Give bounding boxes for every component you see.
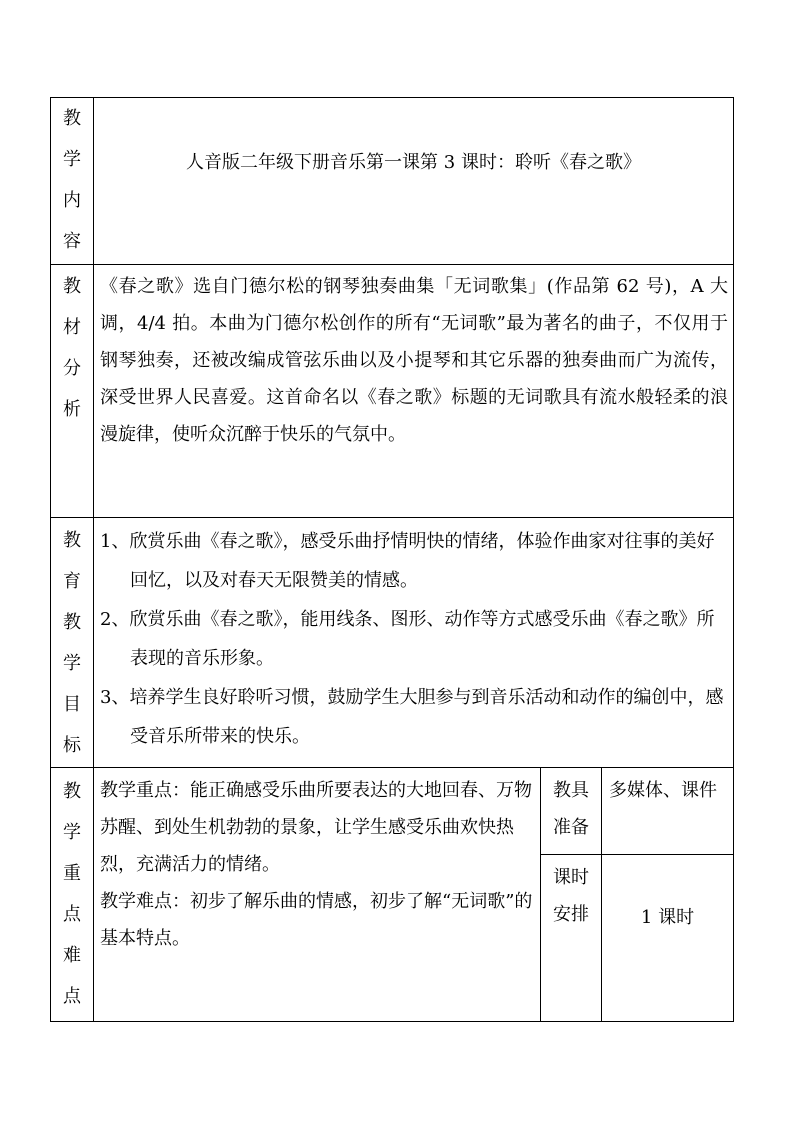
- tools-label: 教具 准备: [553, 780, 589, 838]
- time-value: 1 课时: [640, 907, 695, 928]
- goal-item: 2、欣赏乐曲《春之歌》，能用线条、图形、动作等方式感受乐曲《春之歌》所表现的音乐形象。: [100, 609, 715, 669]
- difficulty-text: 教学难点：初步了解乐曲的情感，初步了解“无词歌”的基本特点。: [100, 891, 533, 949]
- analysis-text: 《春之歌》选自门德尔松的钢琴独奏曲集「无词歌集」(作品第 62 号)，A 大调，4/4 拍。本曲为门德尔松创作的所有“无词歌”最为著名的曲子，不仅用于钢琴独奏，还被改编成管弦乐曲以及小提琴和其它乐器的独奏曲而广为流传，深受世界人民喜爱。这首命名以《春之歌》标题的无词歌具有流水般轻柔的浪漫旋律，使听众沉醉于快乐的气氛中。: [100, 276, 728, 445]
- goals-label: 教 育 教 学 目 标: [63, 530, 81, 756]
- lesson-title: 人音版二年级下册音乐第一课第 3 课时：聆听《春之歌》: [186, 152, 641, 173]
- focus-label: 教 学 重 点 难 点: [63, 781, 81, 1007]
- goal-item: 1、欣赏乐曲《春之歌》，感受乐曲抒情明快的情绪，体验作曲家对往事的美好回忆，以及对春天无限赞美的情感。: [100, 531, 715, 591]
- tools-value: 多媒体、课件: [609, 780, 717, 801]
- key-point-text: 教学重点：能正确感受乐曲所要表达的大地回春、万物苏醒、到处生机勃勃的景象，让学生感受乐曲欢快热烈，充满活力的情绪。: [100, 780, 532, 875]
- time-label: 课时 安排: [553, 867, 589, 925]
- content-label: 教 学 内 容: [63, 108, 81, 252]
- goal-item: 3、培养学生良好聆听习惯，鼓励学生大胆参与到音乐活动和动作的编创中，感受音乐所带来的快乐。: [100, 687, 724, 747]
- analysis-label: 教 材 分 析: [63, 276, 81, 420]
